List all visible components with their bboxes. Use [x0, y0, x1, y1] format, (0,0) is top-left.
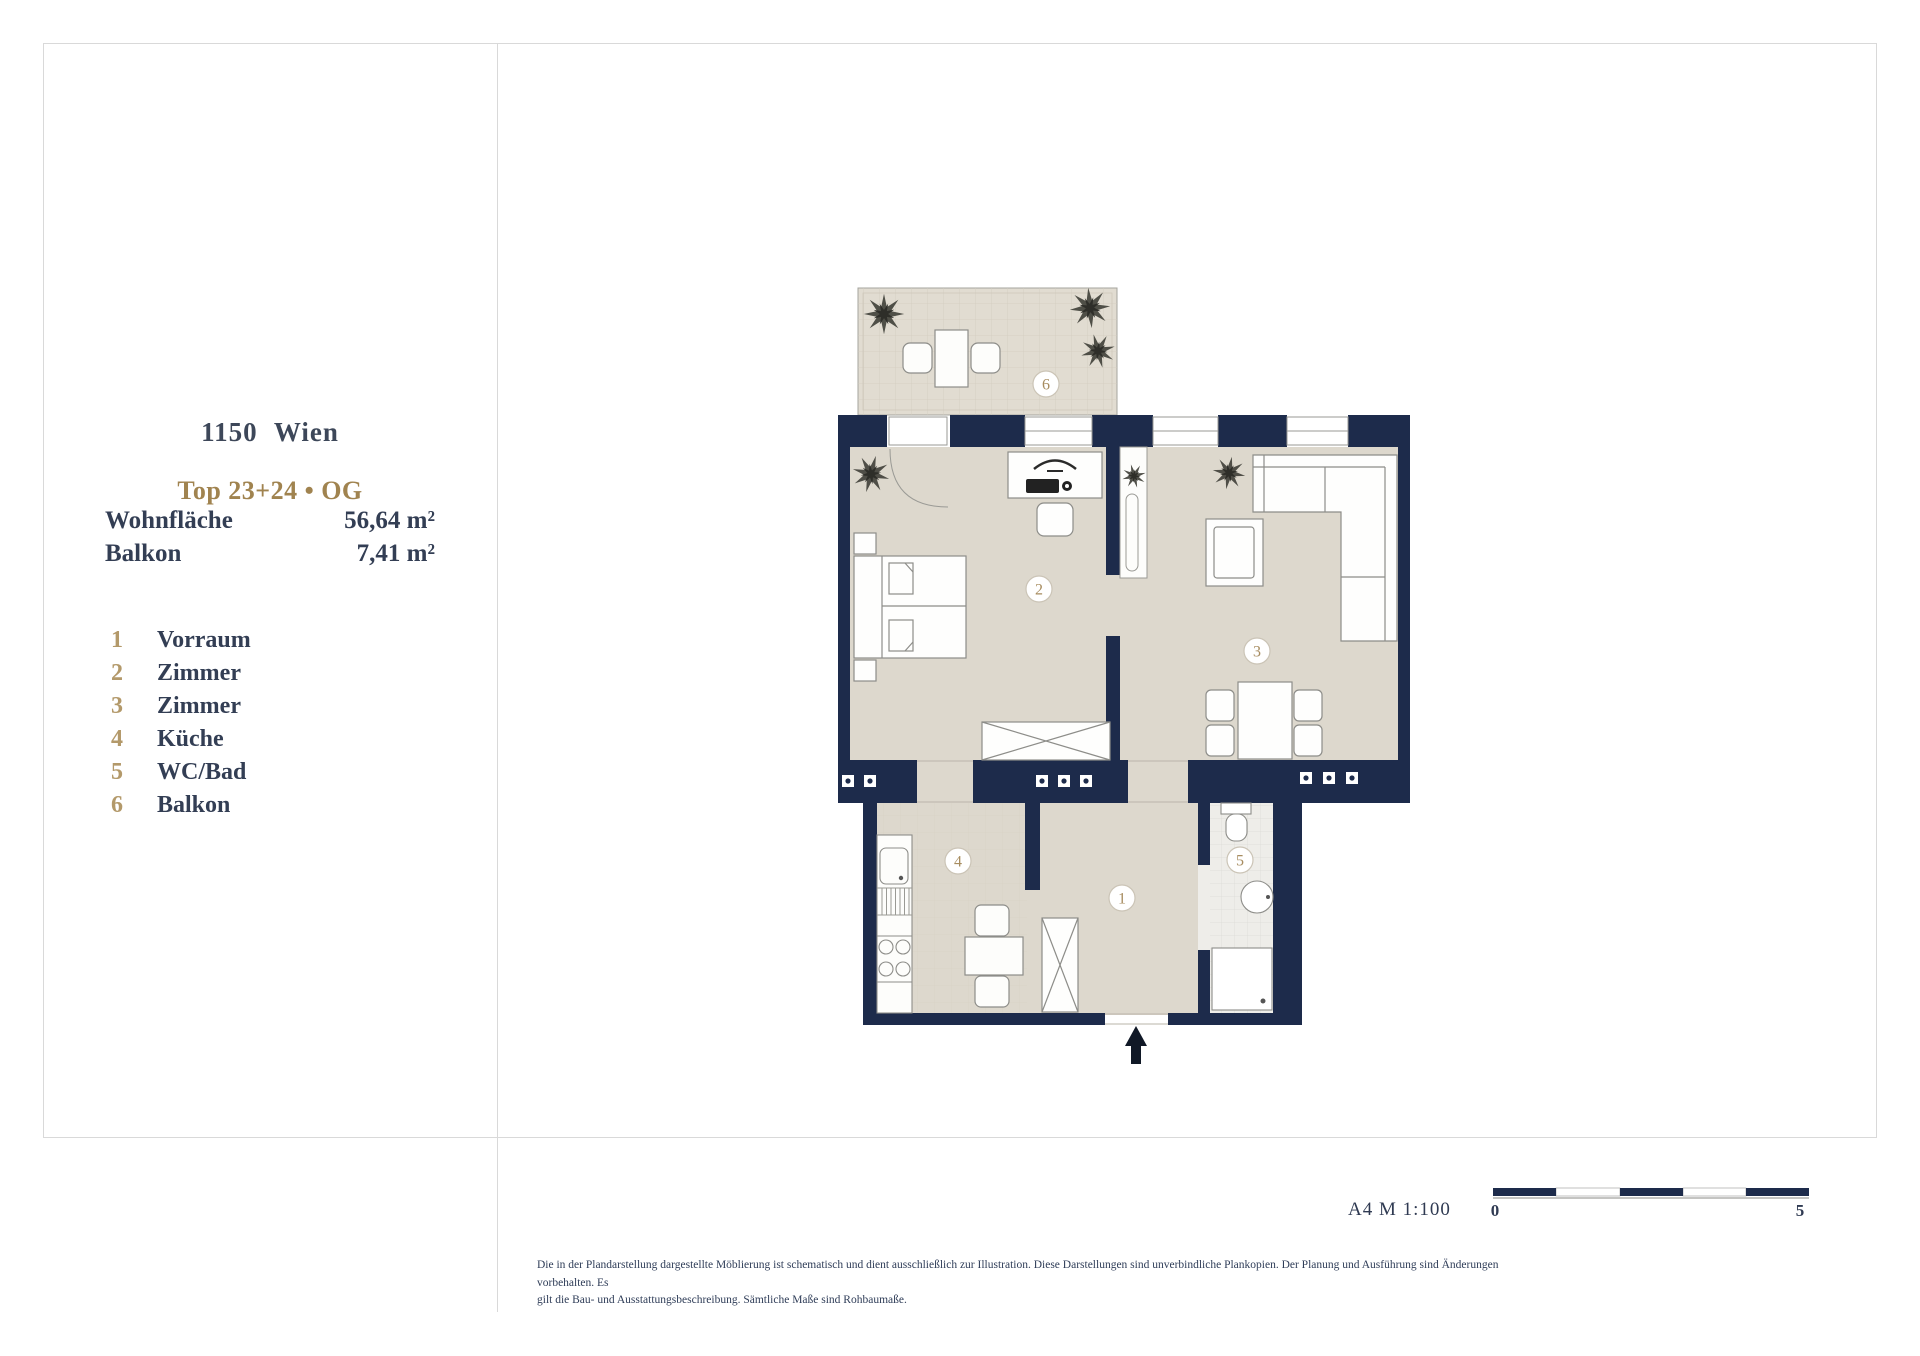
wardrobe — [982, 722, 1110, 760]
legend-label: Zimmer — [157, 660, 241, 686]
svg-text:3: 3 — [1253, 643, 1261, 661]
washbasin — [1241, 881, 1273, 913]
svg-text:6: 6 — [1042, 376, 1050, 394]
sheet-scale-label: A4 M 1:100 — [1348, 1199, 1451, 1220]
desk-chair — [1037, 503, 1073, 536]
armchair — [1206, 519, 1263, 586]
room-label-1 — [1109, 885, 1135, 911]
sink — [880, 848, 908, 884]
plant-icon — [864, 294, 905, 335]
area-value: 56,64 m² — [344, 507, 435, 534]
legend-number: 3 — [111, 693, 123, 719]
disclaimer — [537, 1257, 1537, 1310]
hall-wardrobe — [1042, 918, 1078, 1012]
area-value: 7,41 m² — [356, 540, 435, 567]
disclaimer-line-1: Die in der Plandarstellung dargestellte Möblierung ist schematisch und dient ausschließlich zur Illustration. Diese Darstellungen sind unverbindliche Plankopien. Der Planung und Ausführung sind Änderungen vorbehalten. Es — [537, 1259, 1499, 1289]
nightstand — [854, 660, 876, 681]
balcony — [858, 288, 1117, 415]
balcony-table — [935, 330, 968, 387]
bed — [854, 556, 966, 658]
svg-text:2: 2 — [1035, 581, 1043, 599]
shower — [1212, 948, 1272, 1010]
unit-subtitle: Top 23+24 • OG — [177, 476, 363, 505]
legend-label: Vorraum — [157, 627, 251, 653]
scale-bar — [1493, 1188, 1809, 1198]
room-label-6 — [1033, 371, 1059, 397]
legend-label: Küche — [157, 726, 224, 752]
legend-number: 1 — [111, 627, 123, 653]
legend-number: 6 — [111, 792, 123, 818]
balcony-chair — [903, 343, 932, 373]
scale-end-label: 5 — [1795, 1201, 1805, 1220]
legend-number: 2 — [111, 660, 123, 686]
radiator-niche — [1120, 447, 1147, 578]
page-title: 1150 Wien — [201, 417, 339, 447]
room-label-3 — [1244, 638, 1270, 664]
balcony-chair — [971, 343, 1000, 373]
svg-text:1: 1 — [1118, 890, 1126, 908]
svg-text:4: 4 — [954, 853, 962, 871]
area-label: Wohnfläche — [105, 507, 233, 534]
desk — [1008, 452, 1102, 498]
legend-label: Balkon — [157, 792, 231, 818]
legend-label: Zimmer — [157, 693, 241, 719]
legend-number: 4 — [111, 726, 123, 752]
disclaimer-line-2: gilt die Bau- und Ausstattungsbeschreibung. Sämtliche Maße sind Rohbaumaße. — [537, 1294, 907, 1306]
room-label-5 — [1227, 847, 1253, 873]
vorraum-furniture — [1042, 918, 1078, 1012]
legend-number: 5 — [111, 759, 123, 785]
room-label-2 — [1026, 576, 1052, 602]
scale-start-label: 0 — [1490, 1201, 1500, 1220]
legend-label: WC/Bad — [157, 759, 247, 785]
dining-set — [1206, 682, 1322, 759]
nightstand — [854, 533, 876, 554]
room-label-4 — [945, 848, 971, 874]
svg-text:5: 5 — [1236, 852, 1244, 870]
area-label: Balkon — [105, 540, 182, 567]
entrance-arrow-icon — [1125, 1026, 1147, 1064]
